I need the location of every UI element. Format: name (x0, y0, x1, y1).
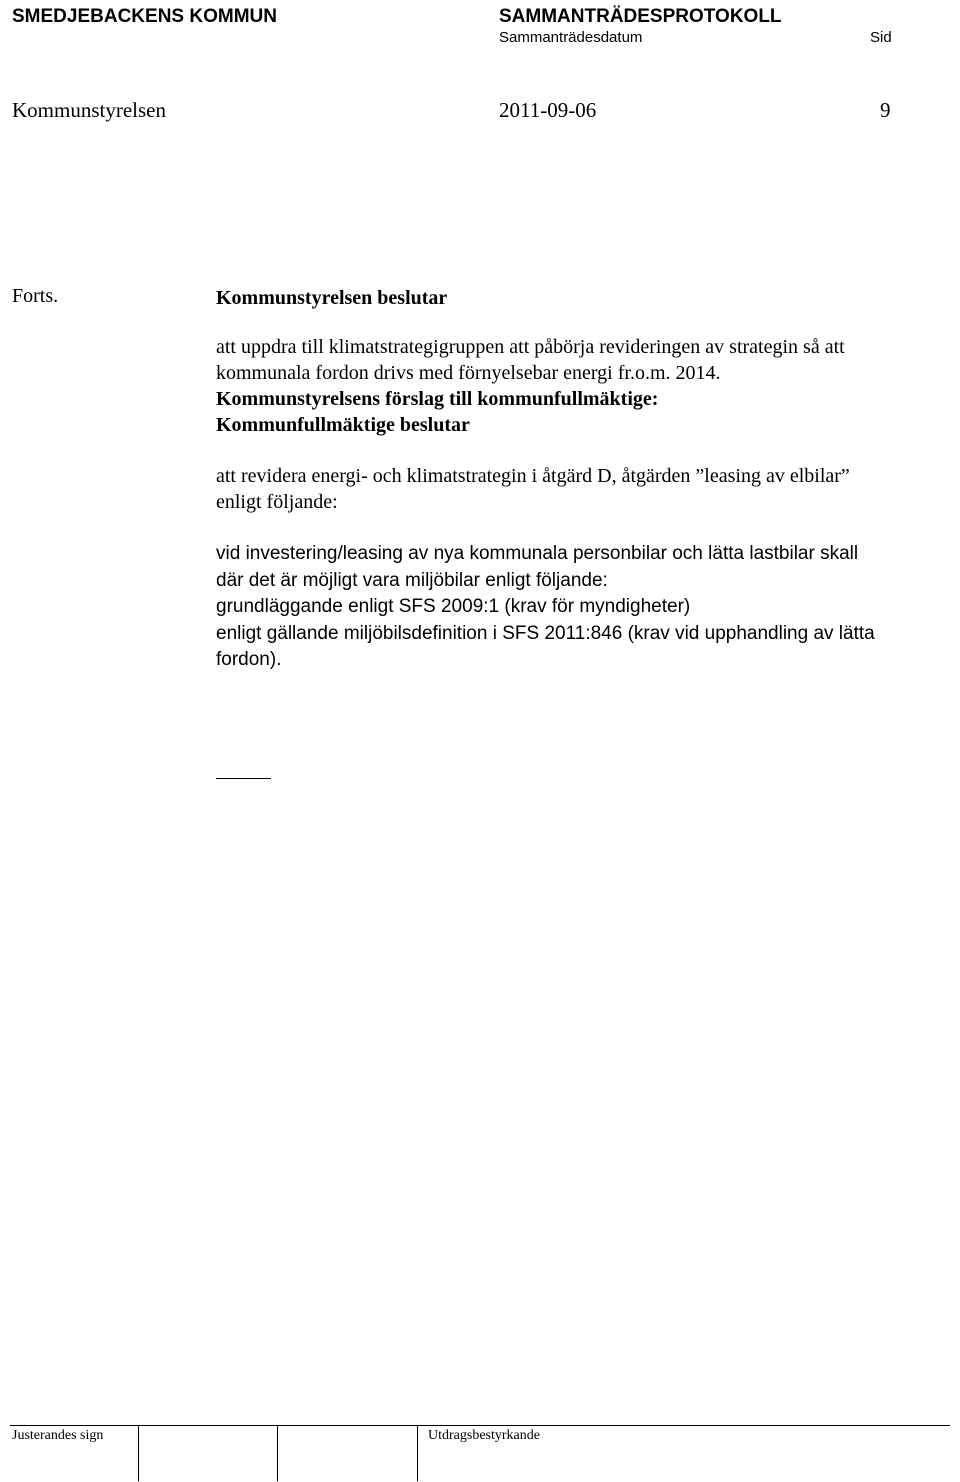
footer-rule (10, 1425, 950, 1426)
council-line: enligt följande: (216, 491, 338, 513)
requirement-line: där det är möjligt vara miljöbilar enligt följande: (216, 569, 608, 591)
signature-box-divider (138, 1425, 139, 1481)
requirement-line: fordon). (216, 649, 282, 670)
committee-name: Kommunstyrelsen (12, 98, 166, 122)
requirement-line: grundläggande enligt SFS 2009:1 (krav för myndigheter) (216, 596, 691, 617)
organization-name: SMEDJEBACKENS KOMMUN (12, 6, 277, 27)
council-text (216, 463, 960, 515)
signature-box-divider (417, 1425, 418, 1481)
council-line: att revidera energi- och klimatstrategin i åtgärd D, åtgärden ”leasing av elbilar” (216, 465, 850, 487)
decision-line: kommunala fordon drivs med förnyelsebar energi fr.o.m. 2014. (216, 362, 721, 384)
vehicle-requirements (216, 541, 960, 674)
page-label: Sid (870, 29, 892, 46)
decision-heading: Kommunstyrelsen beslutar (216, 287, 448, 309)
document-type: SAMMANTRÄDESPROTOKOLL (499, 6, 782, 27)
continued-label: Forts. (12, 285, 59, 307)
decision-line: att uppdra till klimatstrategigruppen att påbörja revideringen av strategin så att (216, 336, 845, 358)
council-heading: Kommunfullmäktige beslutar (216, 414, 470, 436)
requirement-line: vid investering/leasing av nya kommunala personbilar och lätta lastbilar skall (216, 543, 859, 564)
signature-box-divider (277, 1425, 278, 1481)
signature-label: Justerandes sign (12, 1428, 104, 1443)
minutes-body (216, 285, 960, 674)
section-end-rule (216, 778, 271, 779)
meeting-date-label: Sammanträdesdatum (499, 29, 643, 46)
decision-text (216, 334, 960, 386)
proposal-heading: Kommunstyrelsens förslag till kommunfullmäktige: (216, 388, 659, 410)
requirement-line: enligt gällande miljöbilsdefinition i SFS 2011:846 (krav vid upphandling av lätta (216, 622, 875, 644)
meeting-date: 2011-09-06 (499, 98, 597, 122)
page-number: 9 (880, 98, 891, 122)
extract-certification-label: Utdragsbestyrkande (428, 1428, 540, 1443)
